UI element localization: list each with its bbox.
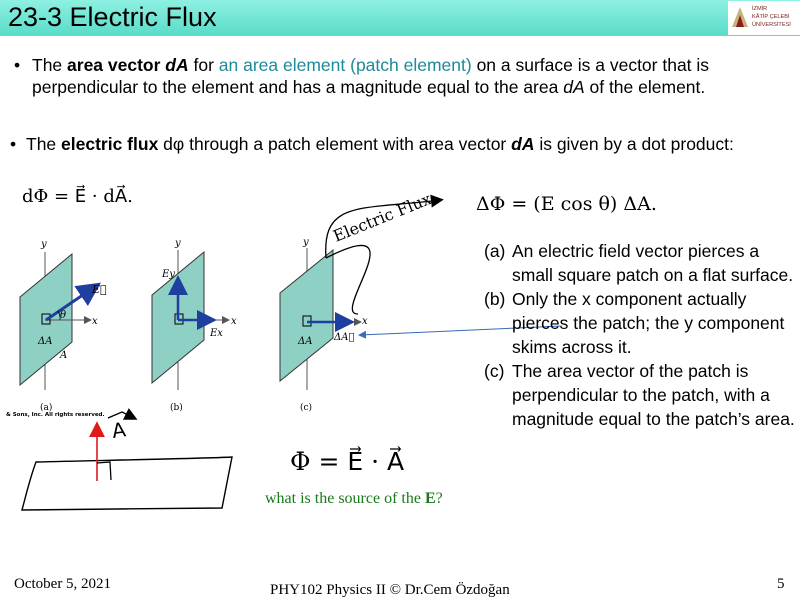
footer-course: PHY102 Physics II © Dr.Cem Özdoğan	[270, 582, 510, 598]
caption-c: (c) The area vector of the patch is perpendicular to the patch, with a magnitude equal to the patch’s area.	[484, 361, 795, 429]
equation-delta-phi: ΔΦ = (E cos θ) ΔA.	[476, 193, 657, 215]
delta-a-label-c: ΔA	[298, 336, 313, 347]
delta-a-vector-label: ΔA⃗	[334, 332, 355, 343]
axis-y-label-c: y	[303, 237, 309, 248]
university-logo: İZMİR KÂTİP ÇELEBİ ÜNİVERSİTESİ	[728, 1, 800, 35]
ey-label: Ey	[162, 269, 175, 280]
axis-x-label-b: x	[231, 316, 237, 327]
axis-x-label-a: x	[92, 316, 98, 327]
theta-label: θ	[60, 310, 67, 321]
bullet-area-vector: • The area vector dA for an area element (patch element) on a surface is a vector that is perpendicular to the element and has a magnitude equal to the area dA of the element.	[14, 55, 710, 97]
page-number: 5	[777, 576, 785, 592]
ex-label: Ex	[210, 328, 223, 339]
e-vector-label: E⃗	[92, 283, 107, 296]
footer-date: October 5, 2021	[14, 576, 112, 592]
caption-b: (b) Only the x component actually pierces the patch; the y component skims across it.	[484, 289, 785, 357]
axis-y-label-a: y	[41, 239, 47, 250]
bullet-electric-flux: • The electric flux dφ through a patch element with area vector dA is given by a dot product:	[10, 134, 734, 154]
copyright-text: & Sons, Inc. All rights reserved.	[6, 412, 105, 418]
axis-y-label-b: y	[175, 238, 181, 249]
delta-a-label-a: ΔA	[38, 336, 53, 347]
equation-dphi: dΦ = E⃗ · dA⃗.	[22, 186, 133, 207]
source-question: what is the source of the E?	[265, 490, 443, 507]
flux-figure	[0, 190, 470, 480]
equation-phi: Φ = E⃗ · A⃗	[290, 447, 405, 476]
axis-x-label-c: x	[362, 316, 368, 327]
panel-a-diagram	[20, 252, 96, 390]
area-a-label: A	[60, 350, 68, 361]
slide-title: 23-3 Electric Flux	[8, 2, 217, 32]
highlight-text: an area element (patch element)	[218, 55, 472, 75]
electric-flux-label: Electric Flux	[330, 189, 434, 246]
caption-a: (a) An electric field vector pierces a small square patch on a flat surface.	[484, 241, 794, 285]
handwritten-a-label: A	[110, 417, 128, 443]
university-logo-icon	[728, 1, 752, 35]
panel-b-label: (b)	[170, 403, 183, 413]
handwritten-sketch	[22, 412, 232, 510]
title-bar	[0, 0, 800, 36]
figure-captions	[484, 239, 800, 431]
panel-c-label: (c)	[300, 403, 313, 413]
panel-a-label: (a)	[40, 403, 53, 413]
